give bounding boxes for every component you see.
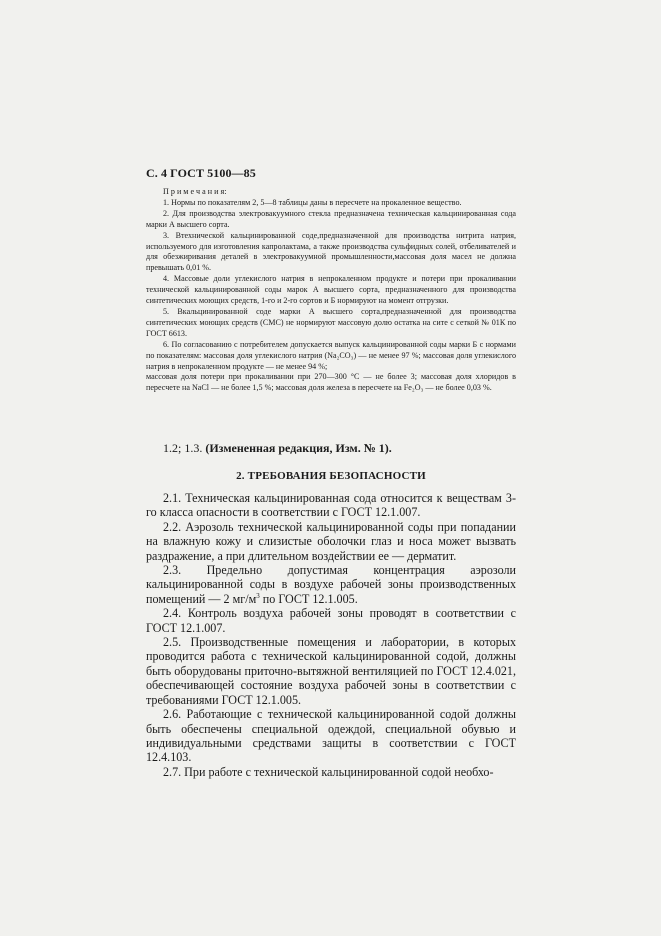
note-item: 4. Массовые доли углекислого натрия в непрокаленном продукте и потери при прокаливании технической кальцинированной соды марок А высшего сорта, предназначенного для производства синтетических моющих средств, 1-го и 2-го сортов и Б нормируют на момент отгрузки. xyxy=(146,274,516,306)
note-item: 5. Вкальцинированной соде марки А высшего сорта,предназначенной для производства синтетических моющих средств (СМС) не нормируют массовую долю остатка на сите с сеткой № 01К по ГОСТ 6613. xyxy=(146,306,516,338)
notes-block xyxy=(146,187,516,394)
paragraph-2-3-tail: по ГОСТ 12.1.005. xyxy=(259,591,358,606)
paragraph-2-3-text: 2.3. Предельно допустимая концентрация аэрозоли кальцинированной соды в воздухе рабочей зоны производственных помещений — 2 мг/м xyxy=(146,563,516,606)
note-item: 2. Для производства электровакуумного стекла предназначена техническая кальцинированная сода марки А высшего сорта. xyxy=(146,208,516,229)
paragraph-2-6: 2.6. Работающие с технической кальцинированной содой должны быть обеспечены специальной одеждой, специальной обувью и индивидуальными средствами защиты в соответствии с ГОСТ 12.4.103. xyxy=(146,707,516,765)
notes-title: П р и м е ч а н и я: xyxy=(163,187,227,196)
paragraph-2-4: 2.4. Контроль воздуха рабочей зоны проводят в соответствии с ГОСТ 12.1.007. xyxy=(146,606,516,635)
note-item: 1. Нормы по показателям 2, 5—8 таблицы даны в пересчете на прокаленное вещество. xyxy=(163,197,462,207)
paragraph-2-3-sup: 3 xyxy=(256,591,260,600)
note-item: 6. По согласованию с потребителем допускается выпуск кальцинированной соды марки Б с нормами по показателям: массовая доля углекислого натрия (Na₂CO₃) — не менее 97 %; массовая доля углекислого натрия в непрокаленном продукте — не менее 94 %; xyxy=(146,339,516,371)
paragraph-2-7: 2.7. При работе с технической кальцинированной содой необхо- xyxy=(163,764,494,779)
section-title: 2. ТРЕБОВАНИЯ БЕЗОПАСНОСТИ xyxy=(236,470,426,482)
paragraph-2-3 xyxy=(146,563,516,606)
amendment-bold: (Измененная редакция, Изм. № 1). xyxy=(205,441,392,455)
paragraph-2-5: 2.5. Производственные помещения и лаборатории, в которых проводится работа с технической кальцинированной содой, должны быть оборудованы приточно-вытяжной вентиляцией по ГОСТ 12.4.021, обеспечивающей состояние воздуха рабочей зоны в соответствии с требованиями ГОСТ 12.1.005. xyxy=(146,635,516,707)
paragraph-2-1: 2.1. Техническая кальцинированная сода относится к веществам 3-го класса опасности в соответствии с ГОСТ 12.1.007. xyxy=(146,491,516,520)
note-item: 3. Втехнической кальцинированной соде,предназначенной для производства нитрита натрия, используемого для изготовления капролактама, а также производства сульфидных солей, отбеливателей и для обезжиривания деталей в электровакуумной промышленности,массовая доля масел не должна превышать 0,01 %. xyxy=(146,230,516,273)
section-body xyxy=(146,491,516,779)
note-tail: массовая доля потери при прокаливании при 270—300 °С — не более 3; массовая доля хлоридов в пересчете на NaCl — не более 1,5 %; массовая доля железа в пересчете на Fe₂O₃ — не более 0,03 %. xyxy=(146,372,516,393)
amendment-prefix: 1.2; 1.3. xyxy=(163,441,206,455)
paragraph-2-2: 2.2. Аэрозоль технической кальцинированной соды при попадании на влажную кожу и слизистые оболочки глаз и носа может вызвать раздражение, а при длительном воздействии ее — дерматит. xyxy=(146,519,516,563)
amendment-note xyxy=(163,441,392,456)
page-header: С. 4 ГОСТ 5100—85 xyxy=(146,166,256,180)
